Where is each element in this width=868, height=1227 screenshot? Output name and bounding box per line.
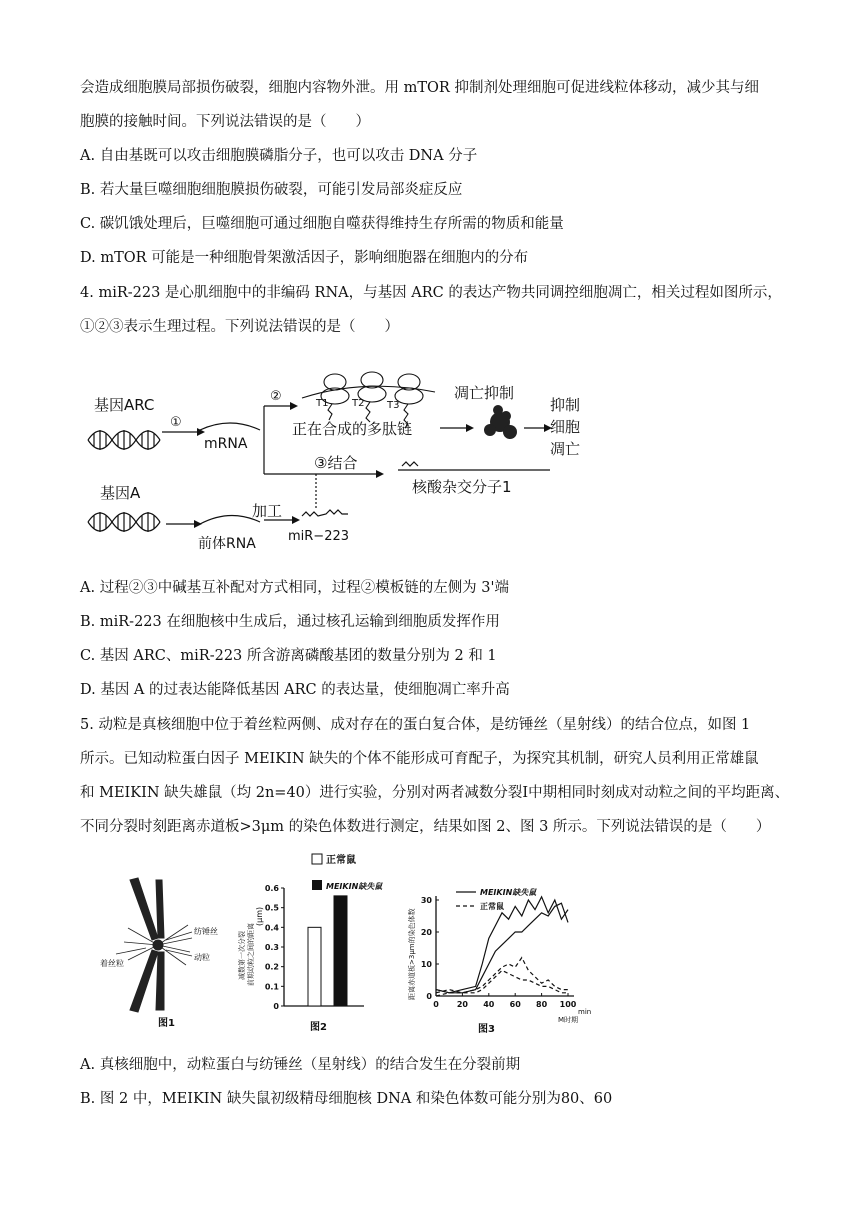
q5-option-a: A. 真核细胞中，动粒蛋白与纺锤丝（星射线）的结合发生在分裂前期 bbox=[80, 1057, 521, 1073]
pre-rna-strand bbox=[200, 515, 260, 524]
hybrid-label: 核酸杂交分子1 bbox=[412, 478, 512, 496]
fig2-y-tick-label: 0.3 bbox=[264, 943, 279, 952]
fig1-spindle-label: 纺锤丝 bbox=[194, 927, 218, 936]
fig2-y-tick-label: 0.5 bbox=[264, 903, 279, 913]
fig3-line-chart bbox=[400, 880, 600, 1036]
hybrid-molecule bbox=[398, 462, 550, 470]
fig2-y-tick-label: 0.1 bbox=[264, 982, 279, 992]
q4-stem2: ①②③表示生理过程。下列说法错误的是（ ） bbox=[80, 319, 399, 335]
q3-option-c: C. 碳饥饿处理后，巨噬细胞可通过细胞自噬获得维持生存所需的物质和能量 bbox=[80, 216, 564, 232]
fig3-x-tick-label: 20 bbox=[456, 1000, 468, 1009]
q4-option-a: A. 过程②③中碱基互补配对方式相同，过程②模板链的左侧为 3'端 bbox=[80, 580, 510, 596]
fig2-y-tick-label: 0.6 bbox=[264, 884, 279, 893]
mrna-label: mRNA bbox=[204, 436, 248, 452]
fig3-y-tick-label: 30 bbox=[420, 896, 432, 905]
fig2-y-tick-label: 0.2 bbox=[264, 962, 279, 972]
q3-option-d: D. mTOR 可能是一种细胞骨架激活因子，影响细胞器在细胞内的分布 bbox=[80, 250, 529, 266]
fig2-y-tick-label: 0.4 bbox=[264, 923, 279, 933]
fig2-ylabel-2: 前期动粒之间的距离 bbox=[247, 923, 255, 986]
fig3-xunit-2: min bbox=[578, 1008, 592, 1016]
fig2-y-tick-label: 0 bbox=[273, 1002, 279, 1011]
fig1-chromosome bbox=[100, 870, 240, 1030]
pre-rna-label: 前体RNA bbox=[198, 536, 256, 552]
inhibit-label-2: 细胞 bbox=[550, 418, 581, 436]
gene-a-label: 基因A bbox=[100, 484, 141, 502]
q3-option-a: A. 自由基既可以攻击细胞膜磷脂分子，也可以攻击 DNA 分子 bbox=[80, 148, 478, 164]
fig2-ylabel-1: 减数第一次分裂 bbox=[238, 931, 246, 980]
fig3-y-tick-label: 0 bbox=[426, 992, 432, 1001]
fig3-xunit: M时期 bbox=[558, 1016, 579, 1024]
fig2-bar bbox=[308, 927, 321, 1006]
legend-normal-label: 正常鼠 bbox=[326, 855, 356, 866]
fig2-bar bbox=[334, 896, 347, 1006]
q4-stem1: 4. miR-223 是心肌细胞中的非编码 RNA，与基因 ARC 的表达产物共同调控细胞凋亡，相关过程如图所示， bbox=[80, 285, 782, 301]
step3-label: ③结合 bbox=[314, 454, 358, 472]
fig3-x-tick-label: 100 bbox=[559, 1000, 577, 1009]
t2-label: T2 bbox=[352, 398, 365, 409]
fig3-y-tick-label: 10 bbox=[420, 960, 432, 969]
q4-option-d: D. 基因 A 的过表达能降低基因 ARC 的表达量，使细胞凋亡率升高 bbox=[80, 682, 510, 698]
t3-label: T3 bbox=[387, 400, 400, 411]
q5-stem2: 所示。已知动粒蛋白因子 MEIKIN 缺失的个体不能形成可育配子，为探究其机制，研究人员利用正常雄鼠 bbox=[80, 751, 759, 767]
fig2-bar-chart bbox=[236, 848, 396, 1034]
t1-label: T1 bbox=[316, 398, 329, 409]
q3-line2: 胞膜的接触时间。下列说法错误的是（ ） bbox=[80, 114, 370, 130]
fig2-ylabel-unit: (μm) bbox=[255, 906, 264, 926]
inhibit-label-3: 凋亡 bbox=[550, 440, 581, 458]
q4-option-b: B. miR-223 在细胞核中生成后，通过核孔运输到细胞质发挥作用 bbox=[80, 614, 500, 630]
q3-line1: 会造成细胞膜局部损伤破裂，细胞内容物外泄。用 mTOR 抑制剂处理细胞可促进线粒体移动，减少其与细 bbox=[80, 80, 759, 96]
fig3-series-line bbox=[436, 958, 568, 993]
fig2-caption: 图2 bbox=[310, 1022, 327, 1033]
step1-label: ① bbox=[170, 415, 182, 430]
gene-arc-label: 基因ARC bbox=[94, 396, 155, 414]
step2-label: ② bbox=[270, 389, 282, 404]
apoptosis-inhibitor-label: 凋亡抑制 bbox=[454, 384, 515, 402]
legend-mutant-swatch bbox=[312, 880, 322, 890]
protein-blob-icon bbox=[484, 405, 517, 439]
fig3-y-tick-label: 20 bbox=[420, 928, 432, 937]
mir223-label: miR−223 bbox=[288, 529, 350, 544]
legend-normal-swatch bbox=[312, 854, 322, 864]
fig3-x-tick-label: 40 bbox=[483, 1000, 495, 1009]
inhibit-label-1: 抑制 bbox=[550, 396, 581, 414]
q5-stem1: 5. 动粒是真核细胞中位于着丝粒两侧、成对存在的蛋白复合体，是纺锤丝（星射线）的结合位点，如图 1 bbox=[80, 717, 751, 733]
q4-diagram bbox=[80, 370, 620, 560]
fig3-legend-normal: 正常鼠 bbox=[480, 902, 504, 911]
q5-option-b: B. 图 2 中，MEIKIN 缺失鼠初级精母细胞核 DNA 和染色体数可能分别为80、60 bbox=[80, 1091, 613, 1107]
process-label: 加工 bbox=[252, 502, 283, 520]
fig3-x-tick-label: 80 bbox=[536, 1000, 548, 1009]
gene-a-helix bbox=[88, 512, 160, 532]
q3-option-b: B. 若大量巨噬细胞细胞膜损伤破裂，可能引发局部炎症反应 bbox=[80, 182, 463, 198]
polypeptide-label: 正在合成的多肽链 bbox=[292, 420, 413, 438]
fig1-centromere-label: 着丝粒 bbox=[100, 959, 124, 968]
fig3-x-tick-label: 0 bbox=[433, 1000, 439, 1009]
fig1-kinetochore-label: 动粒 bbox=[194, 953, 210, 962]
legend-mutant-label: MEIKIN缺失鼠 bbox=[326, 882, 383, 891]
fig3-ylabel: 距离赤道板>3μm的染色体数 bbox=[408, 908, 416, 1000]
fig3-series-line bbox=[436, 970, 568, 996]
fig1-caption: 图1 bbox=[158, 1018, 175, 1029]
fig3-legend-mutant: MEIKIN缺失鼠 bbox=[480, 888, 537, 897]
q5-stem4: 不同分裂时刻距离赤道板>3μm 的染色体数进行测定，结果如图 2、图 3 所示。下列说法错误的是（ ） bbox=[80, 819, 771, 835]
gene-arc-helix bbox=[88, 430, 160, 450]
q5-stem3: 和 MEIKIN 缺失雄鼠（均 2n=40）进行实验，分别对两者减数分裂Ⅰ中期相同时刻成对动粒之间的平均距离、 bbox=[80, 785, 790, 801]
fig3-x-tick-label: 60 bbox=[509, 1000, 521, 1009]
mir223-molecule bbox=[302, 510, 348, 516]
q4-option-c: C. 基因 ARC、miR-223 所含游离磷酸基团的数量分别为 2 和 1 bbox=[80, 648, 497, 664]
fig3-caption: 图3 bbox=[478, 1024, 495, 1035]
mrna-strand bbox=[200, 423, 260, 430]
